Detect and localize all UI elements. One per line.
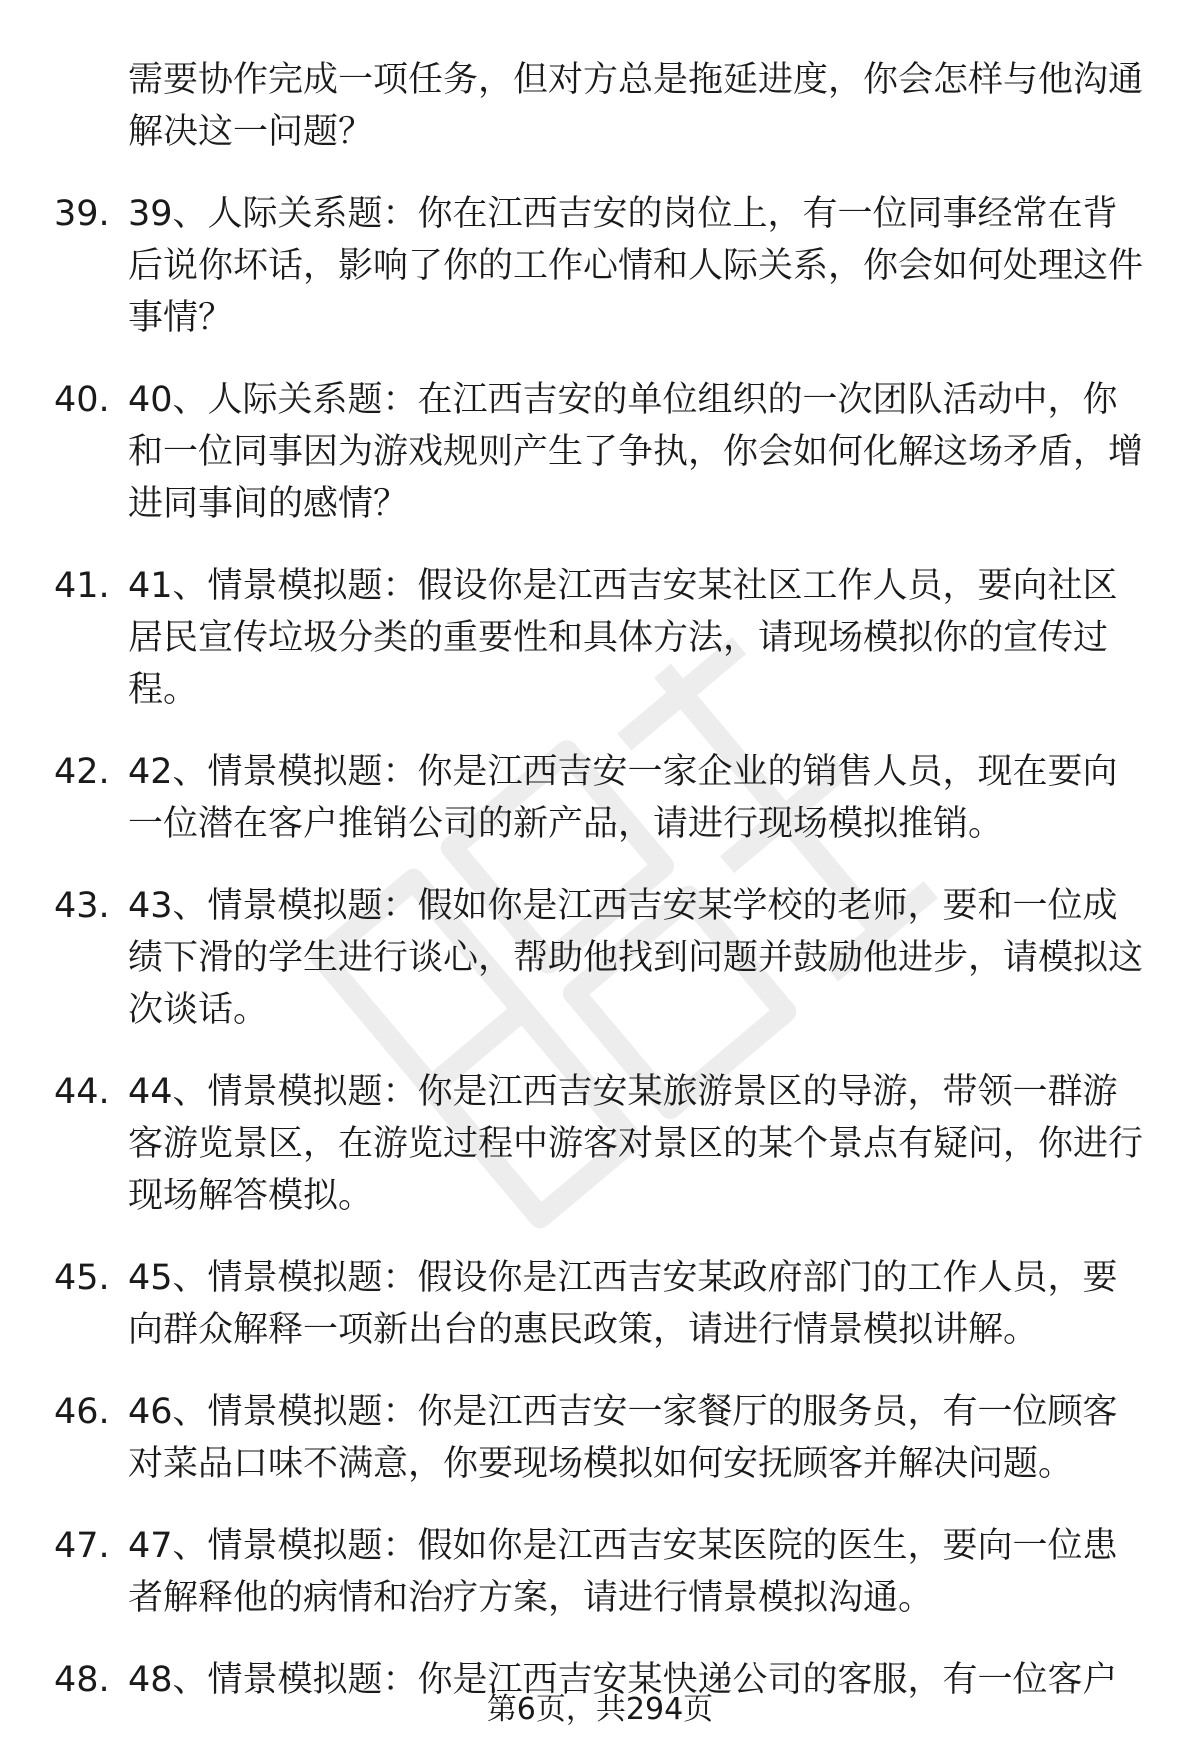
item-number: 40. <box>54 380 110 420</box>
item-number: 42. <box>54 752 110 792</box>
list-item <box>0 880 1200 1036</box>
list-item-continuation <box>0 54 1200 158</box>
question-list <box>0 54 1200 1736</box>
question-text: 48、情景模拟题：你是江西吉安某快递公司的客服，有一位客户 <box>128 1660 1118 1700</box>
item-number: 46. <box>54 1392 110 1432</box>
item-number: 44. <box>54 1072 110 1112</box>
list-item <box>0 1520 1200 1624</box>
question-text: 45、情景模拟题：假设你是江西吉安某政府部门的工作人员，要向群众解释一项新出台的惠民政策，请进行情景模拟讲解。 <box>128 1258 1118 1350</box>
list-item <box>0 1066 1200 1222</box>
question-text: 需要协作完成一项任务，但对方总是拖延进度，你会怎样与他沟通解决这一问题？ <box>128 60 1144 152</box>
list-item <box>0 1386 1200 1490</box>
list-item <box>0 560 1200 716</box>
question-text: 47、情景模拟题：假如你是江西吉安某医院的医生，要向一位患者解释他的病情和治疗方案，请进行情景模拟沟通。 <box>128 1526 1118 1618</box>
question-text: 41、情景模拟题：假设你是江西吉安某社区工作人员，要向社区居民宣传垃圾分类的重要性和具体方法，请现场模拟你的宣传过程。 <box>128 566 1118 710</box>
list-item <box>0 746 1200 850</box>
page-footer: 第6页，共294页 <box>486 1692 714 1727</box>
question-text: 42、情景模拟题：你是江西吉安一家企业的销售人员，现在要向一位潜在客户推销公司的新产品，请进行现场模拟推销。 <box>128 752 1118 844</box>
item-number: 45. <box>54 1258 110 1298</box>
question-text: 43、情景模拟题：假如你是江西吉安某学校的老师，要和一位成绩下滑的学生进行谈心，帮助他找到问题并鼓励他进步，请模拟这次谈话。 <box>128 886 1144 1030</box>
item-number: 43. <box>54 886 110 926</box>
list-item <box>0 374 1200 530</box>
question-text: 46、情景模拟题：你是江西吉安一家餐厅的服务员，有一位顾客对菜品口味不满意，你要现场模拟如何安抚顾客并解决问题。 <box>128 1392 1118 1484</box>
item-number: 39. <box>54 194 110 234</box>
question-text: 40、人际关系题：在江西吉安的单位组织的一次团队活动中，你和一位同事因为游戏规则产生了争执，你会如何化解这场矛盾，增进同事间的感情？ <box>128 380 1144 524</box>
item-number: 47. <box>54 1526 110 1566</box>
item-number: 48. <box>54 1660 110 1700</box>
list-item <box>0 188 1200 344</box>
question-text: 39、人际关系题：你在江西吉安的岗位上，有一位同事经常在背后说你坏话，影响了你的工作心情和人际关系，你会如何处理这件事情？ <box>128 194 1144 338</box>
question-text: 44、情景模拟题：你是江西吉安某旅游景区的导游，带领一群游客游览景区，在游览过程中游客对景区的某个景点有疑问，你进行现场解答模拟。 <box>128 1072 1144 1216</box>
item-number: 41. <box>54 566 110 606</box>
list-item <box>0 1252 1200 1356</box>
